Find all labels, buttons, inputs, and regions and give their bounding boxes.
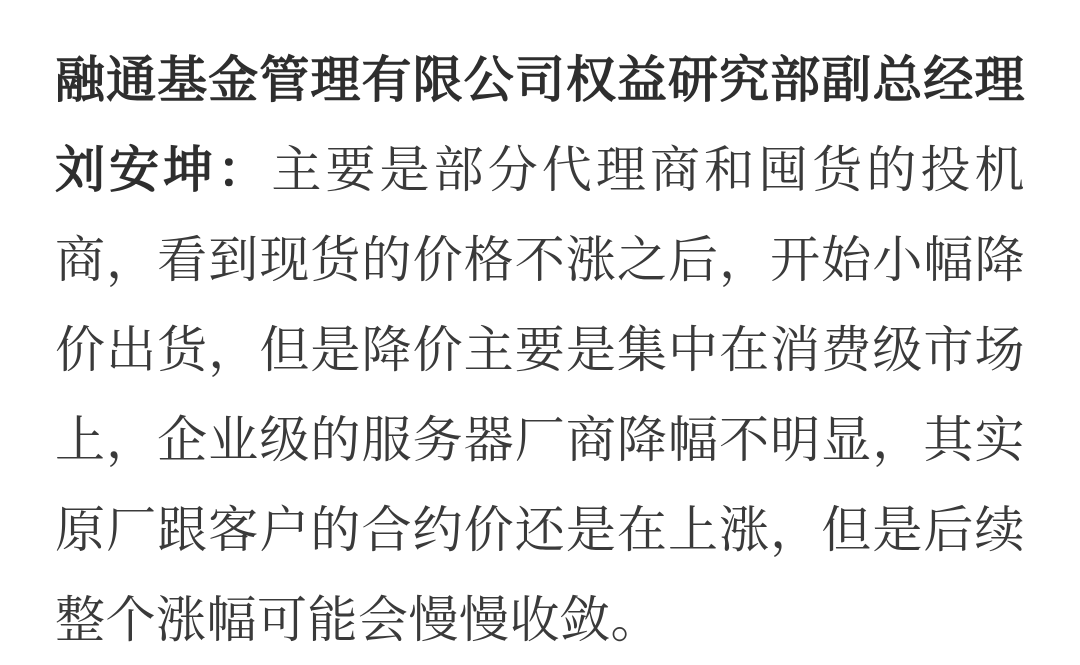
text-line <box>55 395 1025 485</box>
speaker-name-segment: 刘安坤： <box>55 142 272 198</box>
text-line <box>55 485 1025 575</box>
body-text-segment: 上，企业级的服务器厂商降幅不明显，其实 <box>55 412 1025 468</box>
body-text-segment: 价出货，但是降价主要是集中在消费级市场 <box>55 322 1025 378</box>
text-line <box>55 305 1025 395</box>
speaker-title-segment: 融通基金管理有限公司权益研究部副总经理 <box>55 52 1025 108</box>
text-line <box>55 125 1025 215</box>
body-text-segment: 原厂跟客户的合约价还是在上涨，但是后续 <box>55 502 1025 558</box>
text-line <box>55 215 1025 305</box>
text-line <box>55 575 1025 665</box>
text-line <box>55 35 1025 125</box>
body-text-segment: 主要是部分代理商和囤货的投机 <box>271 142 1026 198</box>
body-text-segment: 商，看到现货的价格不涨之后，开始小幅降 <box>55 232 1025 288</box>
body-text-segment: 整个涨幅可能会慢慢收敛。 <box>55 592 661 648</box>
